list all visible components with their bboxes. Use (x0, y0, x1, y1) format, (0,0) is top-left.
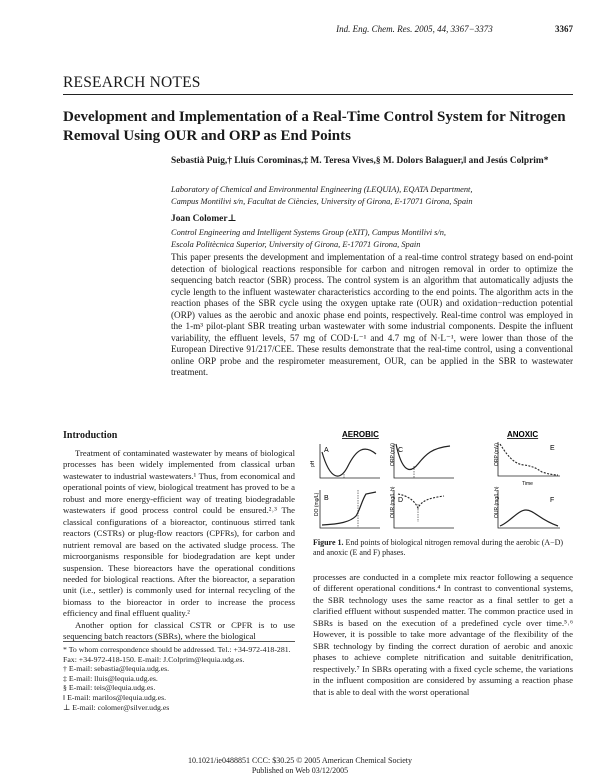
doi-line: 10.1021/ie0488851 CCC: $30.25 © 2005 American Chemical Society (187, 756, 413, 765)
intro-paragraph-2: Another option for classical CSTR or CPFR is to use sequencing batch reactors (SBRs), where the biological (63, 619, 295, 642)
figure-caption-label: Figure 1. (313, 538, 344, 547)
axis-label-do: DO (mg/L) (314, 492, 320, 516)
axis-label-orp: ORP (mV) (390, 443, 396, 466)
figure-1-graphic (310, 430, 573, 535)
panel-label-e: E (550, 445, 555, 452)
page-footer (0, 756, 600, 776)
panel-c (390, 443, 454, 478)
section-rule (63, 94, 573, 95)
right-column (313, 572, 573, 698)
footnote-email: ⊥ E-mail: colomer@silver.udg.es (63, 702, 170, 712)
footnote-email: § E-mail: teis@lequia.udg.es. (63, 683, 156, 693)
panel-b (314, 490, 380, 528)
section-heading: RESEARCH NOTES (63, 74, 201, 91)
intro-heading: Introduction (63, 430, 118, 441)
footnotes (63, 645, 295, 712)
affiliation-1-line-1: Laboratory of Chemical and Environmental Engineering (LEQUIA), EQATA Department, (171, 185, 473, 194)
panel-label-b: B (324, 495, 329, 502)
publication-date: Published on Web 03/12/2005 (251, 765, 349, 775)
panel-label-d: D (398, 497, 404, 504)
footnote-correspondence: * To whom correspondence should be addressed. Tel.: +34-972-418-281. Fax: +34-972-418-150. E-mail: J.Colprim@lequia.udg.es. (63, 645, 291, 664)
figure-caption-text: End points of biological nitrogen removal during the aerobic (A−D) and anoxic (E and F) phases. (313, 538, 564, 557)
figure-1 (310, 430, 573, 535)
panel-d (390, 486, 454, 528)
intro-paragraph-1: Treatment of contaminated wastewater by means of biological processes has been widely implemented from classical urban wastewater to industrial wastewaters.¹ Thus, from economical and operational points of view, biological treatment has proved to be a robust and more energy-efficient way of treating biodegradable wastewaters if good process control could be ensured.²˒³ The classical configurations of a bioreactor, continuous stirred tank reactors (CSTRs) or plug-flow reactors (CPFRs), for carbon and nutrient removal are based on the activated sludge process. The microorganisms responsible for biodegradation are kept under suspension. These bioreactors have the operational conditions needed for biological reactions. After the bioreactor, a separation unit (i.e., settler) is commonly used for internal recycling of the biomass to the bioreactor in order to increase the process efficiency and final effluent quality.² (63, 448, 295, 619)
panel-f (494, 486, 560, 528)
running-head (0, 24, 573, 34)
figure-caption (313, 538, 573, 558)
panel-label-c: C (398, 447, 404, 454)
footnote-email: ǁ E-mail: marilos@lequia.udg.es. (63, 692, 167, 702)
abstract: This paper presents the development and implementation of a real-time control strategy based on end-point detection of biological reactions responsible for carbon and nitrogen removal in order to optimize the sequencing batch reactor (SBR) process. The control system is an algorithm that automatically adjusts the cycle length to the influent wastewater characteristics according to the end points. The algorithm acts in the reaction phases of the SBR cycle using the oxygen uptake rate (OUR) and oxidation−reduction potential (ORP) values as the aerobic and anoxic phase end points, respectively. Real-time control was employed in the 1-m³ pilot-plant SBR treating urban wastewater with some industrial components. Despite the influent variability, the effluent levels, 57 mg of COD·L⁻¹ and 4.7 mg of N·L⁻¹, were lower than those of the European Directive 91/217/CEE. These results demonstrate that the real-time control, using a conventional online ORP probe and the respirometer measurement, OUR, can be applied in the SBR to wastewater treatment. (171, 252, 573, 377)
panel-label-f: F (550, 497, 555, 504)
figure-label-anoxic: ANOXIC (507, 430, 539, 439)
axis-label-ph: pH (310, 460, 316, 467)
page-number: 3367 (555, 24, 573, 34)
axis-label-orp-anoxic: ORP (mV) (494, 443, 500, 466)
panel-e (494, 442, 560, 487)
panel-label-a: A (324, 447, 329, 454)
affiliation-2-line-2: Escola Politècnica Superior, University of Girona, E-17071 Girona, Spain (171, 239, 421, 249)
footnote-email: † E-mail: sebastia@lequia.udg.es. (63, 664, 170, 674)
affiliation-1 (171, 184, 571, 207)
author-list-2: Joan Colomer⊥ (171, 214, 237, 224)
affiliation-2 (171, 227, 571, 250)
author-list: Sebastià Puig,† Lluís Corominas,‡ M. Teresa Vives,§ M. Dolors Balaguer,ǁ and Jesús Colprim* (171, 156, 549, 166)
affiliation-1-line-2: Campus Montilivi s/n, Facultat de Ciències, University of Girona, E-17071 Girona, Spain (171, 196, 473, 206)
figure-label-aerobic: AEROBIC (342, 430, 379, 439)
axis-label-our-anoxic: OUR (mg/L·h) (494, 486, 500, 518)
journal-name: Ind. Eng. Chem. Res. (336, 24, 413, 34)
footnote-rule (63, 641, 295, 642)
panel-a (310, 444, 380, 478)
affiliation-2-line-1: Control Engineering and Intelligent Systems Group (eXIT), Campus Montilivi s/n, (171, 228, 447, 237)
footnote-email: ‡ E-mail: lluis@lequia.udg.es. (63, 673, 158, 683)
right-column-paragraph: processes are conducted in a complete mix reactor following a sequence of different operational conditions.⁴ In contrast to conventional systems, the SBR technology uses the same reactor as a final settler to get a clarified effluent without suspended matter. The common practice used in SBRs is based on the execution of a predefined cycle over time.⁵˒⁶ However, it is possible to take more advantage of the flexibility of the SBR technology by finding the correct duration of aerobic and anoxic phases to achieve complete nitrification and suitable denitrification, respectively.⁷ In SBRs operating with a fixed cycle scheme, the variations in the influent composition are considered by assuming a reaction phase that is able to deal with the worst operational (313, 572, 573, 697)
left-column (63, 448, 295, 643)
article-title: Development and Implementation of a Real-Time Control System for Nitrogen Removal Using OUR and ORP as End Points (63, 109, 566, 144)
axis-label-our: OUR (mg/L·h) (390, 486, 396, 518)
axis-label-time: Time (522, 481, 533, 487)
citation: 2005, 44, 3367−3373 (414, 24, 493, 34)
